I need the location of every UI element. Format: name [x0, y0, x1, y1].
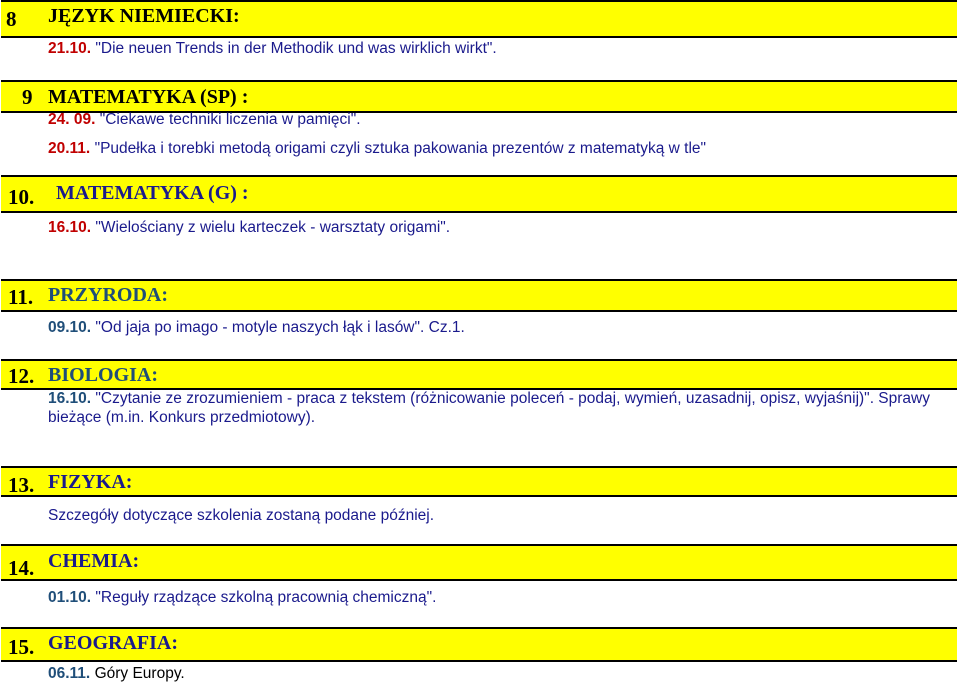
item-date: 16.10. — [48, 219, 92, 236]
section-bar-13 — [1, 466, 957, 497]
section-number: 15. — [8, 635, 35, 659]
item-text: "Die neuen Trends in der Methodik und was wirklich wirkt". — [95, 40, 497, 57]
section-note — [48, 506, 434, 525]
section-title: MATEMATYKA (SP) : — [48, 86, 249, 108]
list-item — [48, 39, 497, 58]
section-title: CHEMIA: — [48, 550, 140, 572]
list-item — [48, 139, 706, 158]
note-text: Szczegóły dotyczące szkolenia zostaną podane później. — [48, 507, 435, 524]
item-text: "Ciekawe techniki liczenia w pamięci". — [99, 111, 361, 128]
section-title: FIZYKA: — [48, 471, 133, 493]
item-text: "Wielościany z wielu karteczek - warsztaty origami". — [95, 219, 451, 236]
item-date: 24. 09. — [48, 111, 96, 128]
item-date: 21.10. — [48, 40, 92, 57]
list-item — [48, 588, 436, 607]
item-text: Góry Europy. — [94, 665, 185, 682]
section-title: PRZYRODA: — [48, 284, 168, 306]
list-item — [48, 389, 948, 427]
section-number: 14. — [8, 556, 35, 580]
list-item — [48, 664, 185, 683]
item-text: "Reguły rządzące szkolną pracownią chemiczną". — [95, 589, 437, 606]
item-date: 06.11. — [48, 665, 91, 682]
section-number: 13. — [8, 473, 35, 497]
item-date: 16.10. — [48, 390, 92, 407]
section-number: 11. — [8, 285, 34, 309]
list-item — [48, 110, 361, 129]
item-date: 09.10. — [48, 319, 92, 336]
list-item — [48, 218, 450, 237]
section-number: 10. — [8, 185, 35, 209]
section-title: JĘZYK NIEMIECKI: — [48, 5, 240, 27]
item-text: "Od jaja po imago - motyle naszych łąk i lasów". Cz.1. — [95, 319, 465, 336]
section-number: 9 — [22, 85, 33, 109]
list-item — [48, 318, 465, 337]
section-title: BIOLOGIA: — [48, 364, 159, 386]
item-date: 20.11. — [48, 140, 91, 157]
section-number: 12. — [8, 364, 35, 388]
section-title: MATEMATYKA (G) : — [56, 182, 249, 204]
section-title: GEOGRAFIA: — [48, 632, 178, 654]
item-date: 01.10. — [48, 589, 92, 606]
item-text: "Pudełka i torebki metodą origami czyli sztuka pakowania prezentów z matematyką w tle" — [94, 140, 707, 157]
item-text: "Czytanie ze zrozumieniem - praca z tekstem (różnicowanie poleceń - podaj, wymień, uzasadnij, opisz, wyjaśnij)". Sprawy bieżące (m.in. Konkurs przedmiotowy). — [48, 390, 930, 426]
section-bar-14 — [1, 544, 957, 581]
section-number: 8 — [6, 7, 17, 31]
